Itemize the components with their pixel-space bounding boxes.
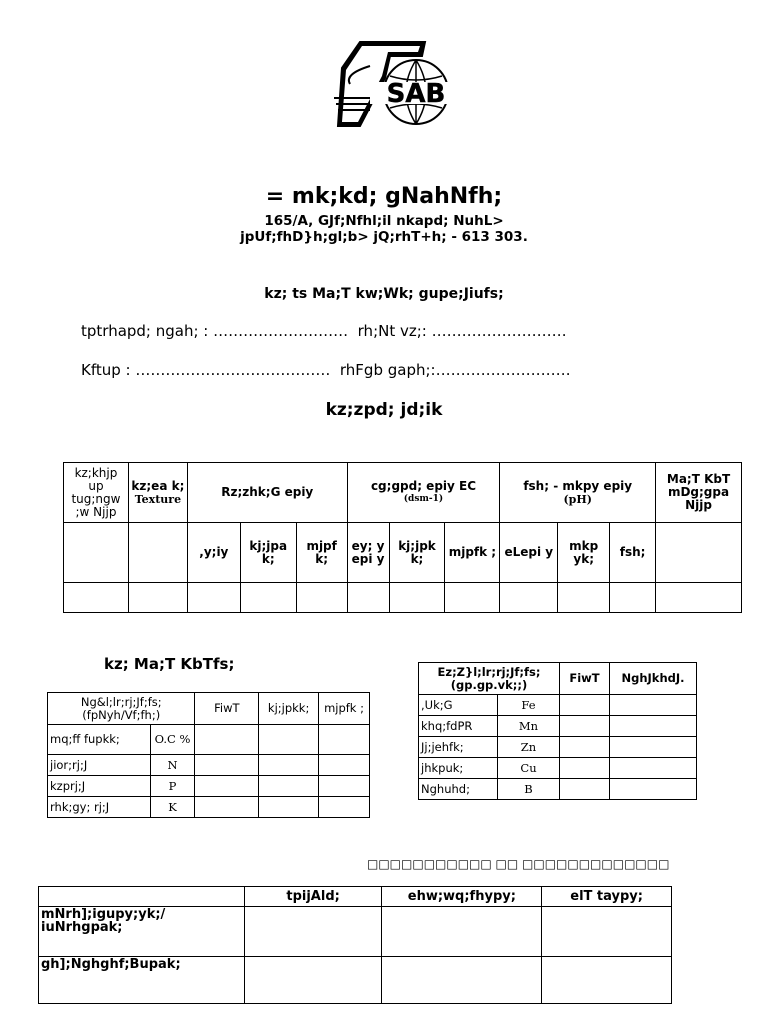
data-cell bbox=[610, 716, 697, 737]
data-cell bbox=[240, 583, 296, 613]
micro-symbol: Zn bbox=[498, 737, 560, 758]
data-cell bbox=[382, 907, 542, 957]
header-ec-unit: (dsm-1) bbox=[403, 493, 444, 504]
nutrient-symbol: K bbox=[150, 797, 195, 818]
nutrient-symbol: N bbox=[150, 755, 195, 776]
row-phosphobacteria: gh];Nghghf;Bupak; bbox=[39, 957, 245, 1004]
data-cell bbox=[445, 583, 500, 613]
header-field: elT taypy; bbox=[542, 887, 672, 907]
sub-high: mjpf k; bbox=[296, 523, 347, 583]
nutrient-symbol: P bbox=[150, 776, 195, 797]
sub-alkaline: fsh; bbox=[610, 523, 656, 583]
data-cell bbox=[347, 583, 389, 613]
data-cell bbox=[610, 737, 697, 758]
nutrient-name: jior;rj;J bbox=[48, 755, 151, 776]
sub-good: ey; y epi y bbox=[347, 523, 389, 583]
micro-symbol: Fe bbox=[498, 695, 560, 716]
header-sample-date: kz;khjp up tug;ngw ;w Njjp bbox=[64, 463, 129, 523]
data-cell bbox=[656, 583, 742, 613]
data-cell bbox=[560, 737, 610, 758]
data-cell bbox=[195, 725, 259, 755]
micro-name: Nghuhd; bbox=[419, 779, 498, 800]
header-nursery: ehw;wq;fhypy; bbox=[382, 887, 542, 907]
data-cell bbox=[560, 695, 610, 716]
header-seed: tpijAld; bbox=[244, 887, 382, 907]
data-cell bbox=[610, 758, 697, 779]
data-cell bbox=[244, 907, 382, 957]
data-cell bbox=[244, 957, 382, 1004]
data-cell bbox=[500, 583, 558, 613]
data-cell bbox=[296, 583, 347, 613]
sub-moderate: kj;jpk k; bbox=[389, 523, 445, 583]
data-cell bbox=[610, 583, 656, 613]
data-cell bbox=[259, 725, 319, 755]
sub-none: ,y;iy bbox=[187, 523, 240, 583]
header-low: FiwT bbox=[195, 693, 259, 725]
data-cell bbox=[389, 583, 445, 613]
cell-empty bbox=[39, 887, 245, 907]
data-cell bbox=[187, 583, 240, 613]
soil-analysis-title: kz;zpd; jd;ik bbox=[325, 400, 443, 420]
major-nutrients-table bbox=[47, 692, 370, 818]
header-ec bbox=[347, 463, 500, 523]
company-title: = mk;kd; gNahNfh; bbox=[265, 184, 503, 209]
header-test-date: Ma;T KbT mDg;gpa Njjp bbox=[656, 463, 742, 523]
data-cell bbox=[195, 755, 259, 776]
micro-symbol: Cu bbox=[498, 758, 560, 779]
data-cell bbox=[319, 776, 370, 797]
micro-symbol: B bbox=[498, 779, 560, 800]
farmer-name-field-line: tptrhapd; ngah; : ……………………… rh;Nt vz;: ……………………… bbox=[81, 322, 567, 340]
data-cell bbox=[64, 583, 129, 613]
micro-name: Jj;jehfk; bbox=[419, 737, 498, 758]
nutrient-name: rhk;gy; rj;J bbox=[48, 797, 151, 818]
sub-neutral: eLepi y bbox=[500, 523, 558, 583]
data-cell bbox=[195, 776, 259, 797]
data-cell bbox=[319, 755, 370, 776]
row-azospirillum: mNrh];igupy;yk;/ iuNrhgpak; bbox=[39, 907, 245, 957]
micro-symbol: Mn bbox=[498, 716, 560, 737]
data-cell bbox=[382, 957, 542, 1004]
header-ec-ta: cg;gpd; epiy EC bbox=[370, 478, 477, 493]
micro-name: khq;fdPR bbox=[419, 716, 498, 737]
header-ph bbox=[500, 463, 656, 523]
header-texture-en: Texture bbox=[134, 492, 182, 506]
sub-excess: mjpfk ; bbox=[445, 523, 500, 583]
header-sufficient: NghJkhdJ. bbox=[610, 663, 697, 695]
header-high: mjpfk ; bbox=[319, 693, 370, 725]
data-cell bbox=[128, 583, 187, 613]
data-cell bbox=[319, 797, 370, 818]
logo-text: SAB bbox=[386, 79, 446, 109]
header-soluble: Rz;zhk;G epiy bbox=[187, 463, 347, 523]
micro-name: ,Uk;G bbox=[419, 695, 498, 716]
header-micro-nutrient: Ez;Z}l;lr;rj;Jf;fs; (gp.gp.vk;;) bbox=[419, 663, 560, 695]
data-cell bbox=[610, 779, 697, 800]
sub-medium: kj;jpa k; bbox=[240, 523, 296, 583]
company-address bbox=[0, 213, 768, 245]
data-cell bbox=[560, 716, 610, 737]
address-line-1: 165/A, GJf;Nfhl;il nkapd; NuhL> bbox=[264, 213, 504, 229]
nutrient-symbol: O.C % bbox=[150, 725, 195, 755]
nutrient-name: kzprj;J bbox=[48, 776, 151, 797]
header-texture-ta: kz;ea k; bbox=[131, 478, 185, 493]
data-cell bbox=[560, 779, 610, 800]
data-cell bbox=[560, 758, 610, 779]
address-line-2: jpUf;fhD}h;gl;b> jQ;rhT+h; - 613 303. bbox=[240, 229, 528, 245]
header-medium: kj;jpkk; bbox=[259, 693, 319, 725]
header-low: FiwT bbox=[560, 663, 610, 695]
soil-property-table bbox=[63, 462, 742, 613]
data-cell bbox=[259, 776, 319, 797]
results-title: kz; Ma;T KbTfs; bbox=[104, 655, 235, 673]
micro-nutrients-table bbox=[418, 662, 697, 800]
header-texture bbox=[128, 463, 187, 523]
data-cell bbox=[542, 957, 672, 1004]
data-cell bbox=[610, 695, 697, 716]
data-cell bbox=[259, 797, 319, 818]
micro-name: jhkpuk; bbox=[419, 758, 498, 779]
sab-logo bbox=[330, 38, 470, 132]
address-field-line: Kftup : ………………………………… rhFgb gaph;:……………………… bbox=[81, 361, 571, 379]
biofertilizer-table bbox=[38, 886, 672, 1004]
nutrient-name: mq;ff fupkk; bbox=[48, 725, 151, 755]
cell-empty bbox=[64, 523, 129, 583]
header-ph-ta: fsh; - mkpy epiy bbox=[523, 478, 633, 493]
data-cell bbox=[195, 797, 259, 818]
cell-empty bbox=[656, 523, 742, 583]
data-cell bbox=[542, 907, 672, 957]
sub-acidic: mkp yk; bbox=[558, 523, 610, 583]
data-cell bbox=[259, 755, 319, 776]
header-nutrient: Ng&l;lr;rj;Jf;fs; (fpNyh/Vf;fh;) bbox=[48, 693, 195, 725]
header-ph-unit: (pH) bbox=[563, 492, 592, 506]
recommendation-heading: □□□□□□□□□□□ □□ □□□□□□□□□□□□□ bbox=[367, 857, 670, 871]
form-title: kz; ts Ma;T kw;Wk; gupe;Jiufs; bbox=[264, 286, 504, 302]
data-cell bbox=[319, 725, 370, 755]
cell-empty bbox=[128, 523, 187, 583]
data-cell bbox=[558, 583, 610, 613]
